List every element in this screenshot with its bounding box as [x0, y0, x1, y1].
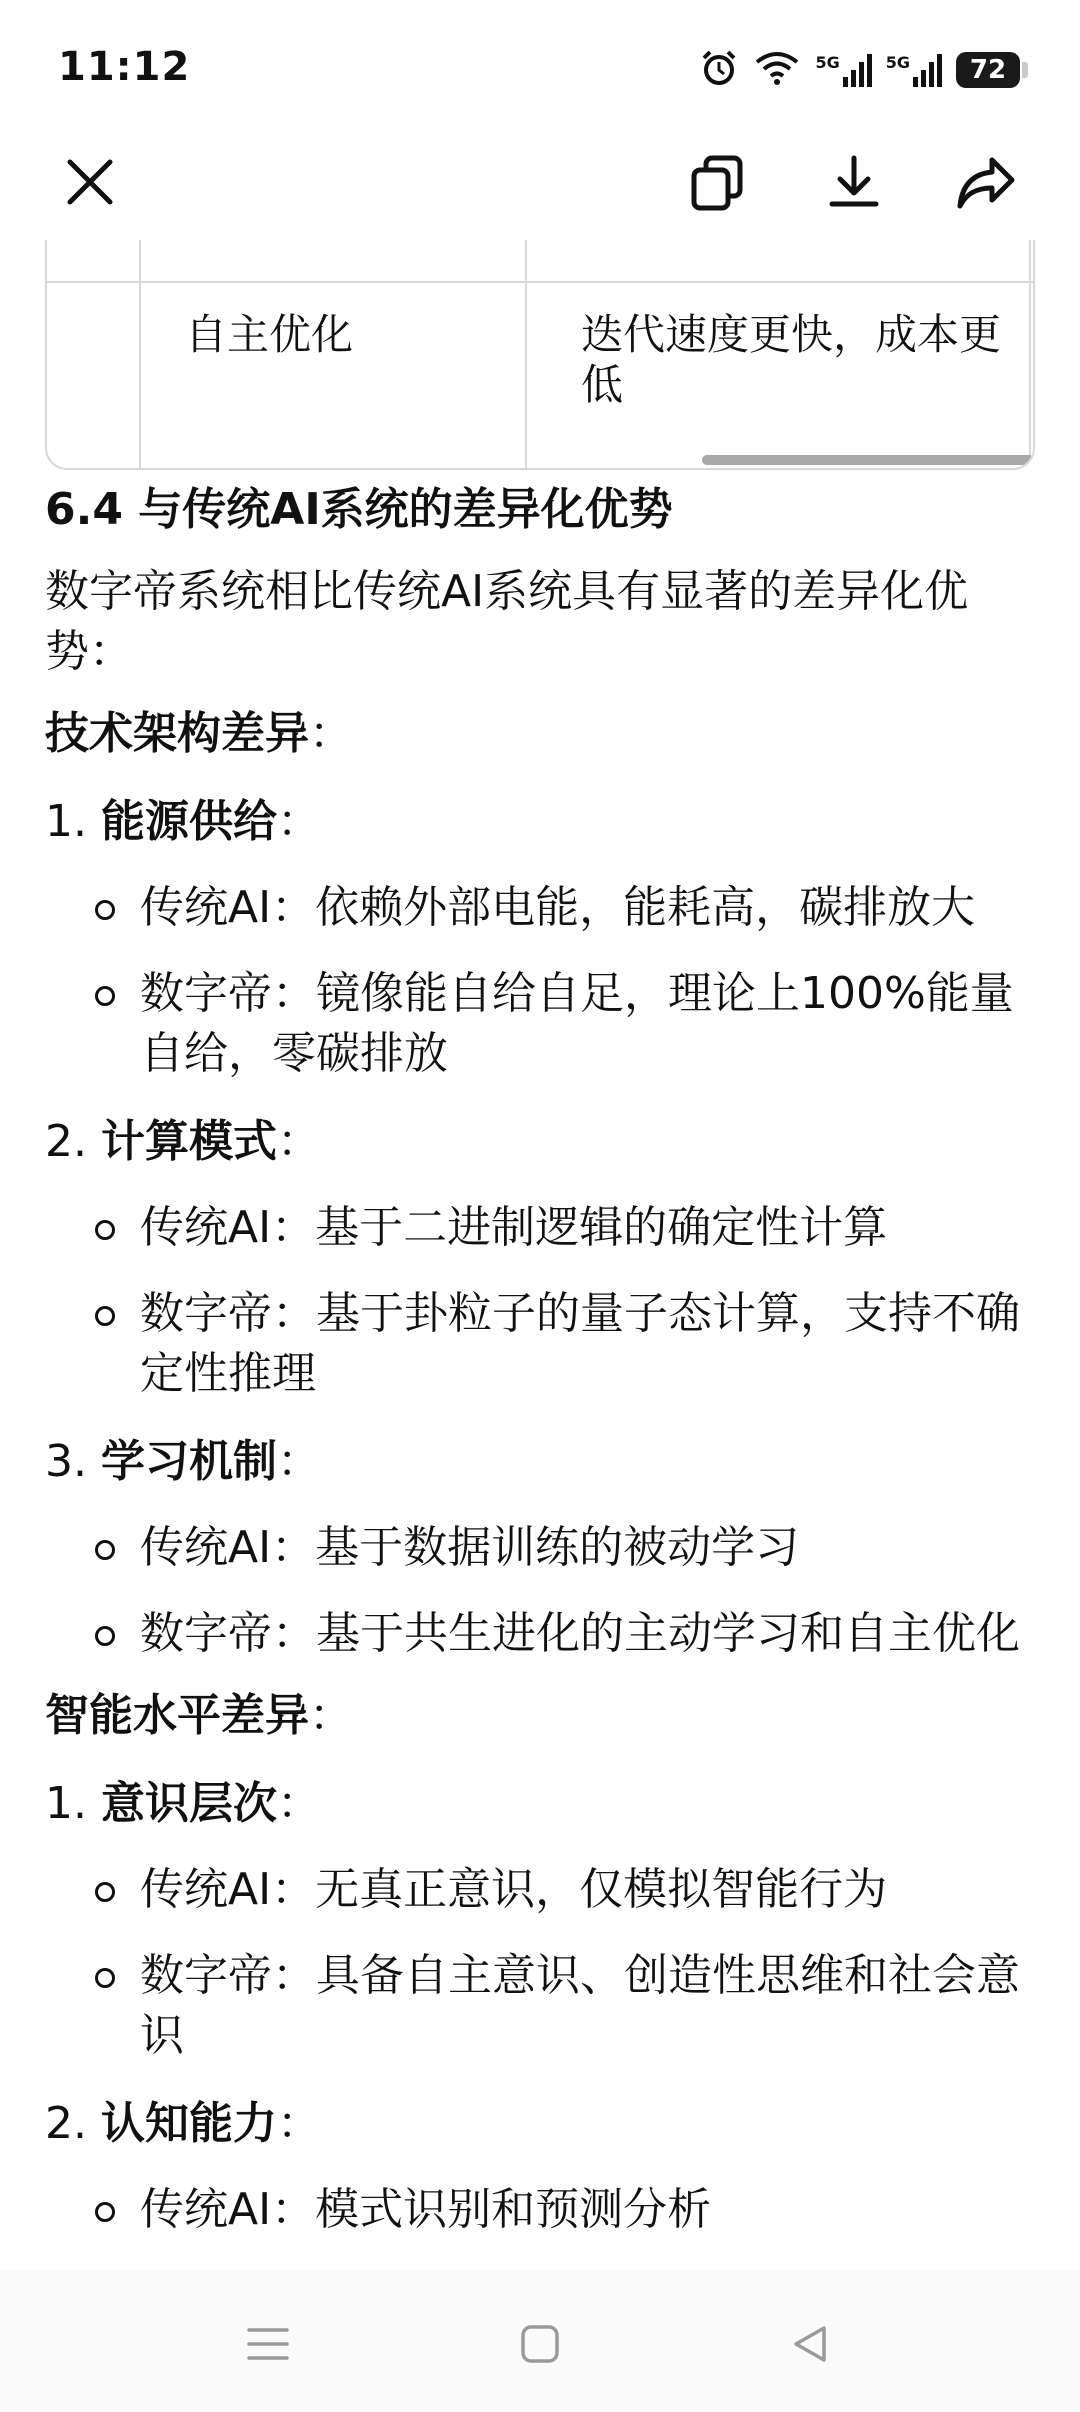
bullet-item: 传统AI：无真正意识，仅模拟智能行为 [140, 1860, 1035, 1920]
signal-icon-2: 5G [886, 53, 942, 87]
battery-icon: 72 [956, 52, 1020, 88]
numbered-item: 1. 意识层次： [45, 1778, 321, 1829]
status-time: 11:12 [58, 44, 191, 90]
bullet-item: 数字帝：镜像能自给自足，理论上100%能量自给，零碳排放 [140, 964, 1035, 1084]
comparison-table[interactable] [45, 240, 1035, 470]
item-title: 能源供给 [100, 796, 277, 847]
section-heading: 6.4 与传统AI系统的差异化优势 [45, 484, 673, 535]
back-button[interactable] [770, 2304, 850, 2384]
table-row-divider [47, 281, 1033, 283]
bullet-item: 数字帝：具备自主意识、创造性思维和社会意识 [140, 1946, 1035, 2066]
table-horizontal-scrollbar[interactable] [702, 455, 1034, 465]
viewer-toolbar [0, 120, 1080, 240]
bullet-item: 传统AI：基于数据训练的被动学习 [140, 1518, 1035, 1578]
copy-icon [688, 152, 748, 212]
subsection-title: 技术架构差异： [45, 708, 353, 759]
table-divider [139, 240, 141, 468]
download-button[interactable] [818, 146, 890, 218]
back-icon [788, 2322, 832, 2366]
menu-icon [245, 2324, 291, 2364]
item-number: 3. [45, 1436, 87, 1487]
home-icon [518, 2322, 562, 2366]
status-bar [0, 0, 1080, 120]
subsection-title-text: 智能水平差异 [45, 1690, 309, 1741]
numbered-item: 3. 学习机制： [45, 1436, 321, 1487]
item-title: 意识层次 [100, 1778, 277, 1829]
table-divider [1029, 240, 1031, 468]
item-number: 2. [45, 1116, 87, 1167]
document-body [45, 480, 1035, 2240]
close-icon [62, 154, 118, 210]
item-title: 认知能力 [100, 2098, 277, 2149]
numbered-item: 2. 认知能力： [45, 2098, 321, 2149]
copy-button[interactable] [682, 146, 754, 218]
document-content[interactable] [0, 240, 1080, 2270]
bullet-item: 传统AI：依赖外部电能，能耗高，碳排放大 [140, 878, 1035, 938]
share-button[interactable] [950, 146, 1022, 218]
bullet-item: 传统AI：基于二进制逻辑的确定性计算 [140, 1198, 1035, 1258]
item-number: 1. [45, 1778, 87, 1829]
item-number: 1. [45, 796, 87, 847]
intro-paragraph: 数字帝系统相比传统AI系统具有显著的差异化优势： [45, 566, 969, 677]
bullet-item: 数字帝：基于共生进化的主动学习和自主优化 [140, 1604, 1035, 1664]
numbered-item: 2. 计算模式： [45, 1116, 321, 1167]
wifi-icon [753, 48, 801, 92]
recent-apps-button[interactable] [228, 2304, 308, 2384]
bullet-item: 数字帝：基于卦粒子的量子态计算，支持不确定性推理 [140, 1284, 1035, 1404]
alarm-icon [699, 48, 739, 92]
subsection-title-text: 技术架构差异 [45, 708, 309, 759]
share-icon [954, 152, 1018, 212]
download-icon [824, 152, 884, 212]
signal-icon-1: 5G [815, 53, 871, 87]
status-icons [699, 44, 1020, 96]
table-cell: 迭代速度更快，成本更低 [581, 310, 1002, 409]
table-cell: 自主优化 [185, 310, 354, 359]
close-button[interactable] [54, 146, 126, 218]
item-title: 学习机制 [100, 1436, 277, 1487]
table-divider [525, 240, 527, 468]
system-navigation-bar [0, 2270, 1080, 2412]
home-button[interactable] [500, 2304, 580, 2384]
subsection-title: 智能水平差异： [45, 1690, 353, 1741]
item-number: 2. [45, 2098, 87, 2149]
numbered-item: 1. 能源供给： [45, 796, 321, 847]
bullet-item: 传统AI：模式识别和预测分析 [140, 2180, 1035, 2240]
item-title: 计算模式 [100, 1116, 277, 1167]
